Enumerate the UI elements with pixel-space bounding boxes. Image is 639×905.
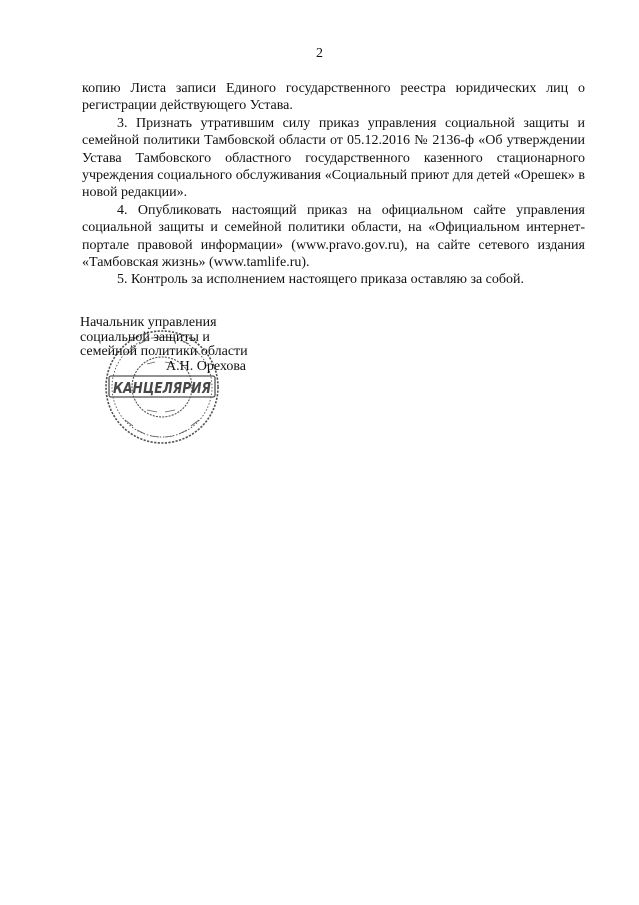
stamp-center-text: КАНЦЕЛЯРИЯ	[113, 379, 212, 397]
signature-position-line-3: семейной политики области	[80, 344, 248, 359]
paragraph-item-5: 5. Контроль за исполнением настоящего приказа оставляю за собой.	[117, 272, 525, 288]
document-body	[82, 80, 585, 289]
paragraph-continuation: копию Листа записи Единого государственного реестра юридических лиц о регистрации действующего Устава.	[82, 81, 585, 114]
signatory-name: А.Н. Орехова	[166, 358, 246, 374]
signature-block	[80, 316, 340, 374]
signature-position-line-2: социальной защиты и	[80, 329, 210, 345]
page-number: 2	[316, 46, 323, 61]
paragraph-item-4: 4. Опубликовать настоящий приказ на официальном сайте управления социальной защиты и семейной политики области, на «Официальном интернет-портале правовой информации» (www.pravo.gov.ru), на сайте сетевого издания «Тамбовская жизнь» (www.tamlife.ru).	[82, 202, 585, 271]
paragraph-item-3: 3. Признать утратившим силу приказ управления социальной защиты и семейной политики Тамбовской области от 05.12.2016 № 2136-ф «Об утверждении Устава Тамбовского областного государственного казенного стационарного учреждения социального обслуживания «Социальный приют для детей «Орешек» в новой редакции».	[82, 115, 585, 201]
signature-position-line-1: Начальник управления	[80, 315, 217, 330]
